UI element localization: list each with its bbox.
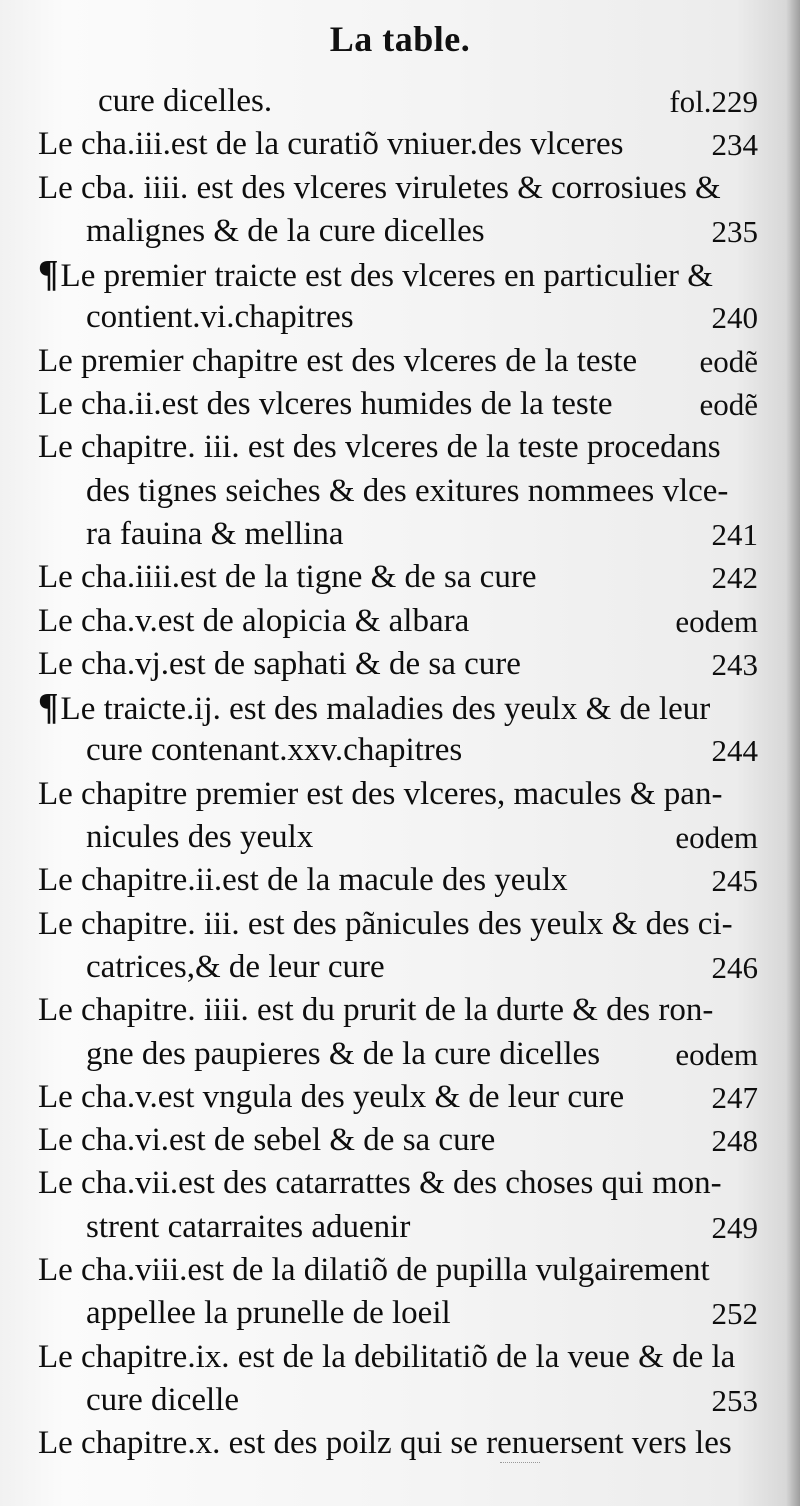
toc-entry-label: contient.vi.chapitres <box>86 299 354 336</box>
toc-line <box>38 600 758 643</box>
toc-entry-text <box>38 470 728 513</box>
toc-entry-label: Le chapitre. iii. est des vlceres de la teste procedans <box>38 429 721 466</box>
toc-entry-text <box>38 903 733 946</box>
toc-line <box>38 989 758 1032</box>
toc-entry-label: gne des paupieres & de la cure dicelles <box>86 1035 601 1072</box>
toc-line <box>38 426 758 469</box>
toc-entry-text <box>38 989 713 1032</box>
toc-line <box>38 1033 758 1076</box>
toc-entry-text <box>38 513 343 556</box>
toc-entry-text <box>38 1336 735 1379</box>
toc-folio-number: 244 <box>711 733 758 769</box>
toc-entry-label: Le chapitre.ii.est de la macule des yeulx <box>38 862 568 899</box>
toc-entry-label: Le cha.ii.est des vlceres humides de la teste <box>38 386 613 423</box>
toc-entry-text <box>38 1033 600 1076</box>
table-of-contents <box>38 80 758 1466</box>
toc-entry-label: catrices,& de leur cure <box>86 948 385 985</box>
toc-entry-label: des tignes seiches & des exitures nommees vlce- <box>86 472 729 509</box>
toc-entry-text <box>38 1076 624 1119</box>
toc-entry-text <box>38 80 272 123</box>
toc-line <box>38 253 758 296</box>
toc-entry-label: malignes & de la cure dicelles <box>86 212 485 249</box>
toc-line <box>38 1379 758 1422</box>
toc-entry-label: Le cha.viii.est de la dilatiõ de pupilla vulgairement <box>38 1252 710 1289</box>
toc-entry-label: Le chapitre.x. est des poilz qui se renuersent vers les <box>38 1425 732 1462</box>
toc-entry-text <box>38 340 637 383</box>
page-edge-shadow <box>786 0 800 1506</box>
toc-folio-number: 242 <box>711 560 758 596</box>
toc-entry-text <box>38 1422 732 1465</box>
toc-line <box>38 729 758 772</box>
toc-line <box>38 1076 758 1119</box>
toc-entry-label: Le premier traicte est des vlceres en particulier & <box>60 258 713 295</box>
toc-folio-number: 243 <box>711 646 758 682</box>
toc-folio-number: 240 <box>711 300 758 336</box>
toc-entry-text <box>38 383 613 426</box>
toc-entry-label: appellee la prunelle de loeil <box>86 1295 451 1332</box>
toc-folio-number: 246 <box>711 949 758 985</box>
toc-line <box>38 1249 758 1292</box>
toc-entry-label: Le cha.v.est vngula des yeulx & de leur cure <box>38 1078 625 1115</box>
toc-line <box>38 1206 758 1249</box>
toc-line <box>38 643 758 686</box>
toc-entry-label: cure dicelle <box>86 1381 239 1418</box>
toc-entry-text <box>38 296 354 339</box>
toc-line <box>38 1422 758 1465</box>
toc-entry-text <box>38 1249 710 1292</box>
toc-folio-number: 249 <box>711 1209 758 1245</box>
toc-entry-label: strent catarraites aduenir <box>86 1208 411 1245</box>
toc-line <box>38 80 758 123</box>
toc-line <box>38 167 758 210</box>
toc-folio-number: eodem <box>675 820 758 856</box>
toc-line <box>38 1336 758 1379</box>
toc-entry-label: Le cha.iii.est de la curatiõ vniuer.des vlceres <box>38 126 624 163</box>
toc-line <box>38 816 758 859</box>
toc-entry-text <box>38 1292 451 1335</box>
toc-line <box>38 123 758 166</box>
toc-entry-text <box>38 643 521 686</box>
toc-entry-label: Le cha.vj.est de saphati & de sa cure <box>38 645 521 682</box>
toc-folio-number: eodẽ <box>699 387 758 423</box>
toc-line <box>38 859 758 902</box>
toc-entry-label: cure contenant.xxv.chapitres <box>86 732 463 769</box>
toc-entry-label: Le cha.vii.est des catarrattes & des choses qui mon- <box>38 1165 722 1202</box>
toc-line <box>38 773 758 816</box>
pilcrow-mark: ¶ <box>38 253 59 296</box>
toc-entry-text <box>38 426 721 469</box>
toc-line <box>38 470 758 513</box>
toc-folio-number: 241 <box>711 516 758 552</box>
toc-folio-number: 253 <box>711 1382 758 1418</box>
toc-entry-text <box>38 600 469 643</box>
toc-entry-text <box>38 253 713 298</box>
toc-entry-label: Le chapitre. iii. est des pãnicules des yeulx & des ci- <box>38 905 733 942</box>
toc-entry-label: ra fauina & mellina <box>86 515 344 552</box>
toc-folio-number: 245 <box>711 863 758 899</box>
toc-folio-number: eodẽ <box>699 343 758 379</box>
toc-entry-text <box>38 1206 410 1249</box>
toc-folio-number: 235 <box>711 213 758 249</box>
toc-entry-label: Le chapitre.ix. est de la debilitatiõ de la veue & de la <box>38 1338 736 1375</box>
toc-line <box>38 556 758 599</box>
toc-line <box>38 903 758 946</box>
toc-folio-number: 248 <box>711 1123 758 1159</box>
toc-folio-number: fol.229 <box>669 84 758 119</box>
page-header: La table. <box>329 19 471 59</box>
toc-line <box>38 1119 758 1162</box>
toc-entry-text <box>38 1379 239 1422</box>
toc-folio-number: 247 <box>711 1079 758 1115</box>
toc-folio-number: 252 <box>711 1296 758 1332</box>
toc-line <box>38 383 758 426</box>
toc-entry-label: Le chapitre premier est des vlceres, macules & pan- <box>38 775 723 812</box>
toc-line <box>38 513 758 556</box>
toc-entry-text <box>38 123 624 166</box>
toc-entry-label: Le traicte.ij. est des maladies des yeulx & de leur <box>60 691 711 728</box>
toc-entry-text <box>38 167 721 210</box>
toc-entry-label: Le chapitre. iiii. est du prurit de la durte & des ron- <box>38 992 714 1029</box>
toc-line <box>38 686 758 729</box>
toc-entry-label: cure dicelles. <box>98 83 273 119</box>
toc-entry-text <box>38 816 313 859</box>
toc-entry-text <box>38 556 536 599</box>
toc-line <box>38 946 758 989</box>
toc-entry-label: nicules des yeulx <box>86 819 314 856</box>
toc-line <box>38 1162 758 1205</box>
toc-entry-text <box>38 729 462 772</box>
toc-line <box>38 340 758 383</box>
toc-entry-text <box>38 773 722 816</box>
toc-entry-label: Le cha.vi.est de sebel & de sa cure <box>38 1122 496 1159</box>
toc-folio-number: eodem <box>675 603 758 639</box>
toc-folio-number: eodem <box>675 1036 758 1072</box>
toc-folio-number: 234 <box>711 127 758 163</box>
toc-entry-text <box>38 686 710 731</box>
toc-line <box>38 1292 758 1335</box>
toc-line <box>38 210 758 253</box>
toc-entry-label: Le premier chapitre est des vlceres de la teste <box>38 342 638 379</box>
toc-entry-text <box>38 210 485 253</box>
toc-line <box>38 296 758 339</box>
toc-entry-label: Le cba. iiii. est des vlceres viruletes & corrosiues & <box>38 169 721 206</box>
toc-entry-text <box>38 1119 495 1162</box>
page-foot-mark <box>500 1462 540 1475</box>
toc-entry-text <box>38 859 568 902</box>
toc-entry-text <box>38 1162 722 1205</box>
pilcrow-mark: ¶ <box>38 686 59 729</box>
toc-entry-label: Le cha.iiii.est de la tigne & de sa cure <box>38 559 537 596</box>
toc-entry-label: Le cha.v.est de alopicia & albara <box>38 602 470 639</box>
toc-entry-text <box>38 946 385 989</box>
